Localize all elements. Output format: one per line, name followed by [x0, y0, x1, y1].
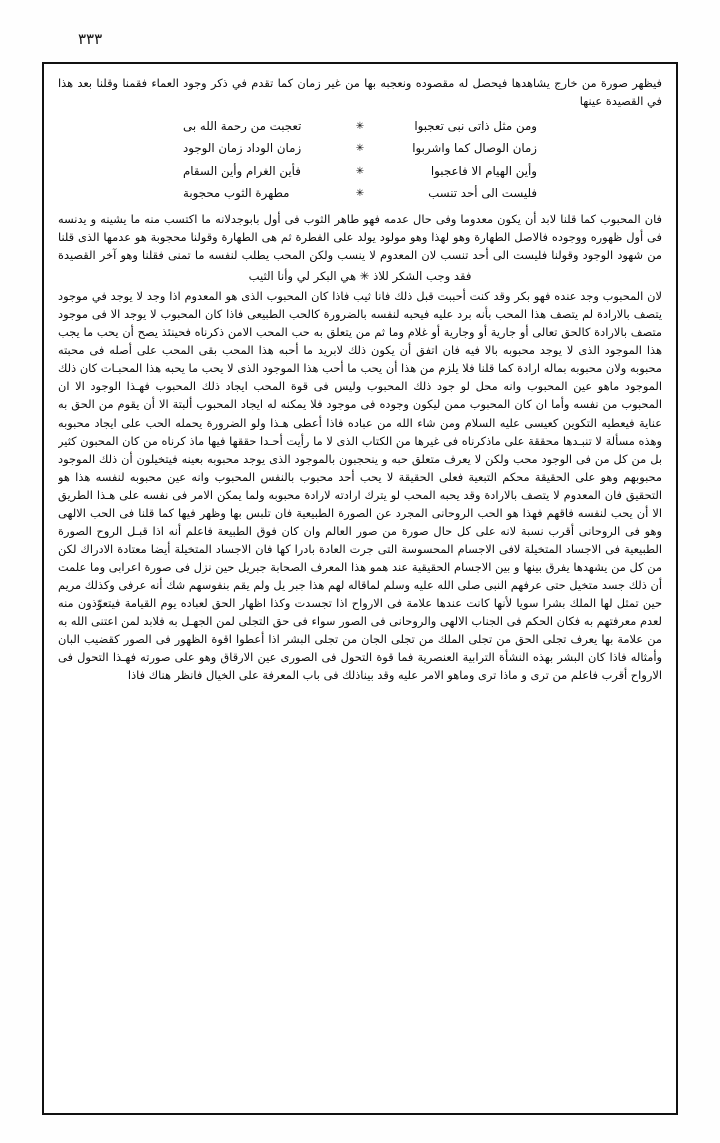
asterisk-separator-icon: ✳ — [355, 165, 365, 177]
page-number: ٣٣٣ — [78, 30, 103, 48]
verse-hemistich-left: زمان الوصال كما واشربوا — [412, 141, 537, 156]
verse-hemistich-left: فليست الى أحد تنسب — [428, 186, 537, 201]
verse-line — [58, 137, 662, 159]
asterisk-separator-icon: ✳ — [355, 143, 365, 155]
verse-hemistich-right: تعجبت من رحمة الله بى — [183, 118, 302, 133]
text-frame — [42, 62, 678, 1115]
intro-paragraph: فيظهر صورة من خارج يشاهدها فيحصل له مقصوده ونعجبه بها من غير زمان كما تقدم في ذكر وجود العماء فقمنا وقلنا بعد هذا في القصيدة عينها — [58, 76, 662, 109]
paragraph-3: لان المحبوب وجد عنده فهو بكر وقد كنت أحببت قبل ذلك فانا ثيب فاذا كان المحبوب الذى هو المعدوم اذا وجد لا يوجد في موجود يتصف بالارادة لم يتصف هذا المحب بأنه برد عليه فيحبه لنفسه بالضرورة كالحب الطبيعى فاذا كان المحبوب لا يوجد الا فى موجود متصف بالارادة كالحق تعالى أو جارية أو وجارية أو غلام وما ثم من يتعلق به حب المحب الامن ذكرناه فحينئذ يصح أن يحب ما يجب هذا الموجود الذى لا يوجد محبوبه بالا فيه فان اتفق أن يكون ذلك لابريد ما أحبه هذا المحب بقى المحب على أصله فى محبته محبوبه ولان محبوبه بماله ارادة كما قلنا فلا يلزم من هذا أن يحب ما أحب هذا الموجود الذى لا يحب ما يحبه هذا المحبـات كان ذلك الموجود ماهو عين المحبوب وانه محل لو جود ذلك المحبوب وليس فى قوة المحب ايجاد ذلك المحبوب فهـذا الوجود الا ان المحبوب من نفسه وأما ان كان المحبوب ممن ليكون وجوده فى موجود فلا يمكنه له ايجاد المحبوب ألبتة الا أن يقوم من الحق به عناية فيعطيه التكوين كعيسى عليه السلام ومن شاء الله من عباده فاذا أعطى هـذا ولو الضرورة يحمله الحب على ايجاد محبوبه وهذه مسألة لا تنبـدها محققة على ماذكرناه فى غيرها من الكتاب الذى لا ما رأيت أحـدا حققها فيها ماذ كرناه من كان المحبون كثير بل من كل من فى الوجود محب ولكن لا يعرف متعلق حبه و ينحجبون بالموجود الذى يوجد محبوبه بعينه فيتخيلون أن ذلك الموجود محبوبهم وهو على الحقيقة محكم التبعية فعلى الحقيقة لا يحب أحد محبوب بالنفس المحبوب وانه عين محبوبه لنفسه هذا هو التحقيق فان المعدوم لا يتصف بالارادة وقد يحبه المحب لو يترك ارادته لارادة محبوبه ولما يمكن الامر فى نفسه على هـذا الطريق الا أن يحب لنفسه فاقهم فهذا هو الحب الروحانى المجرد عن الصورة الطبيعية فان تلبس بها وظهر فيها كما قلنا فى الحب الالهى وهو فى الروحانى أقرب نسبة لانه على كل حال صورة من صور العالم وان كان فوق الطبيعة فاعلم أنه اذا قبـل الروح الصورة الطبيعية فى الاجساد المتخيلة لافى الاجسام المحسوسة التى جرت العادة بادرا كها فان الاجساد المتخيلة أيضا معتادة الادراك لكن من كل من يشهدها يفرق بينها و بين الاجسام الحقيقية عند همو هذا المعرف الصحابة جبريل حين نزل فى صورة اعرابى وما علمت أن ذلك جسد متخيل حتى عرفهم النبى صلى الله عليه وسلم لماقاله لهم هذا جبر يل ولم يقم بنفوسهم شك أنه عرفى وكذلك مريم حين تمثل لها الملك بشرا سويا لأنها كانت عندها علامة فى الارواح اذا تجسدت وكذا اظهار الحق لعباده يوم القيامة فيتعوّذون منه لعدم معرفتهم به فكان الحكم فى الجناب الالهى والروحانى فى الصور سواء فى حق التجلى لمن الجهـل به فلابد لمن اعتنى الله به من علامة بها يعرف تجلى الحق من تجلى الملك من تجلى الجان من تجلى البشر اذا أعطوا اقوة الظهور فى الصور كقضيب البان وأمثاله فاذا كان البشر بهذه النشأة الترابية العنصرية فما قوة التحول فى الصورى عين الارقاق وهو على صورته فهـذا التحول فى الارواح أقرب فاعلم من ترى و ماذا ترى وماهو الامر عليه وقد بيناذلك فى باب المعرفة على الخيال فانظر هناك فاذا — [58, 289, 662, 682]
verse-line — [58, 115, 662, 137]
verse-hemistich-left: وأين الهيام الا فاعجبوا — [430, 163, 537, 178]
poem-closing-line: فقد وجب الشكر للاذ ✳ هي البكر لي وأنا الثيب — [248, 268, 472, 283]
verse-line — [58, 182, 662, 204]
page-body — [58, 74, 662, 1103]
verse-line — [58, 160, 662, 182]
verse-hemistich-right: زمان الوداد زمان الوجود — [183, 141, 302, 156]
asterisk-separator-icon: ✳ — [355, 188, 365, 200]
verse-hemistich-right: مطهرة الثوب محجوبة — [183, 186, 290, 201]
poem-block-1 — [58, 115, 662, 205]
asterisk-separator-icon: ✳ — [355, 120, 365, 132]
verse-hemistich-right: فأين الغرام وأين السقام — [183, 163, 301, 178]
paragraph-2: فان المحبوب كما قلنا لابد أن يكون معدوما وفى حال عدمه فهو طاهر الثوب فى أول بابوجدلانه ما اكتسب منه ما يشينه و يدنسه فى أول ظهوره ووجوده فالاصل الطهارة وهو لهذا وهو مولود يولد على الفطرة ثم هى الطهارة وقولنا محجوبة هو عدمها الذى قلنا من شهود الوجود وقولنا فليست الى أحد تنسب لان المعدوم لا ينسب ولكن المحب يطلب لنفسه ما تمنى فقلنا وهو آخر القصيدة — [58, 211, 662, 262]
verse-hemistich-left: ومن مثل ذاتى نبى تعجبوا — [414, 118, 537, 133]
